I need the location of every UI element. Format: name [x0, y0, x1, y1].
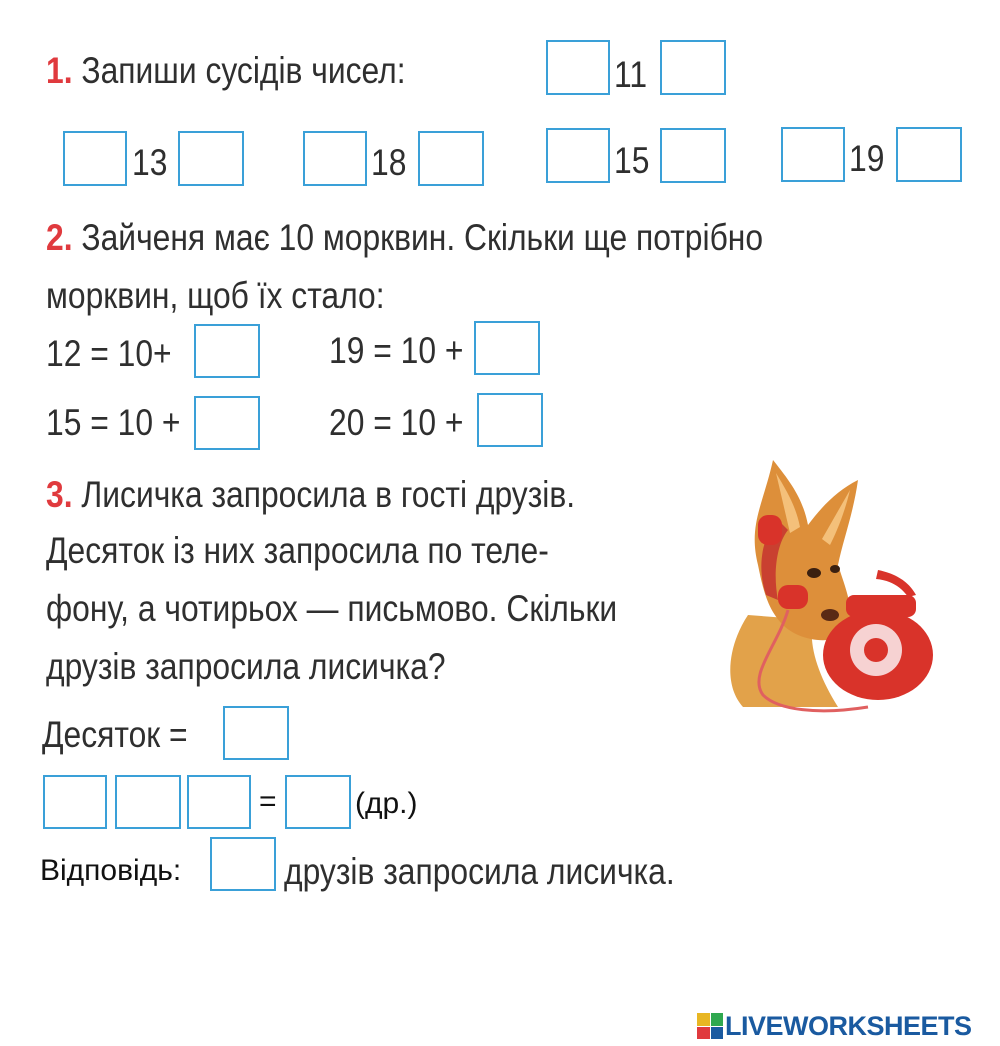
answer-box-expr-1[interactable] — [43, 775, 107, 829]
equation-19: 19 = 10 + — [329, 330, 464, 371]
fox-phone-illustration — [718, 445, 958, 725]
number-13: 13 — [132, 142, 168, 183]
answer-box-final[interactable] — [210, 837, 276, 891]
answer-box-13-after[interactable] — [178, 131, 244, 186]
task2-text: Зайченя має 10 морквин. Скільки ще потрібно — [81, 217, 764, 258]
answer-box-expr-2[interactable] — [115, 775, 181, 829]
answer-box-15[interactable] — [194, 396, 260, 450]
number-11: 11 — [614, 54, 648, 95]
unit-label: (др.) — [355, 787, 418, 820]
answer-box-dozen[interactable] — [223, 706, 289, 760]
dozen-label: Десяток = — [42, 714, 188, 755]
task3-line3: фону, а чотирьох — письмово. Скільки — [46, 588, 618, 629]
number-19: 19 — [849, 138, 885, 179]
logo-text: LIVEWORKSHEETS — [725, 1010, 972, 1041]
task2-number: 2. — [46, 217, 73, 258]
task1-text: Запиши сусідів чисел: — [81, 50, 406, 91]
answer-box-19-after[interactable] — [896, 127, 962, 182]
answer-box-20[interactable] — [477, 393, 543, 447]
answer-box-19[interactable] — [474, 321, 540, 375]
answer-box-total[interactable] — [285, 775, 351, 829]
task3-number: 3. — [46, 474, 73, 515]
answer-label: Відповідь: — [40, 854, 182, 887]
number-15: 15 — [614, 140, 650, 181]
answer-box-15-before[interactable] — [546, 128, 610, 183]
task2-line1 — [46, 219, 763, 256]
answer-box-15-after[interactable] — [660, 128, 726, 183]
answer-box-13-before[interactable] — [63, 131, 127, 186]
task1-number: 1. — [46, 50, 73, 91]
task3-line2: Десяток із них запросила по теле- — [46, 530, 549, 571]
task3-text: Лисичка запросила в гості друзів. — [81, 474, 576, 515]
equals-sign: = — [259, 785, 277, 818]
answer-box-expr-3[interactable] — [187, 775, 251, 829]
number-18: 18 — [371, 142, 407, 183]
task1-title — [46, 52, 406, 89]
answer-box-19-before[interactable] — [781, 127, 845, 182]
answer-text: друзів запросила лисичка. — [284, 851, 675, 892]
equation-12: 12 = 10+ — [46, 333, 172, 374]
task3-line4: друзів запросила лисичка? — [46, 646, 446, 687]
answer-box-18-before[interactable] — [303, 131, 367, 186]
equation-20: 20 = 10 + — [329, 402, 464, 443]
answer-box-12[interactable] — [194, 324, 260, 378]
logo-mark-icon — [697, 1013, 723, 1039]
answer-box-11-after[interactable] — [660, 40, 726, 95]
liveworksheets-logo — [697, 1012, 993, 1040]
task3-line1 — [46, 476, 575, 513]
answer-box-18-after[interactable] — [418, 131, 484, 186]
task2-line2: морквин, щоб їх стало: — [46, 275, 385, 316]
equation-15: 15 = 10 + — [46, 402, 181, 443]
answer-box-11-before[interactable] — [546, 40, 610, 95]
